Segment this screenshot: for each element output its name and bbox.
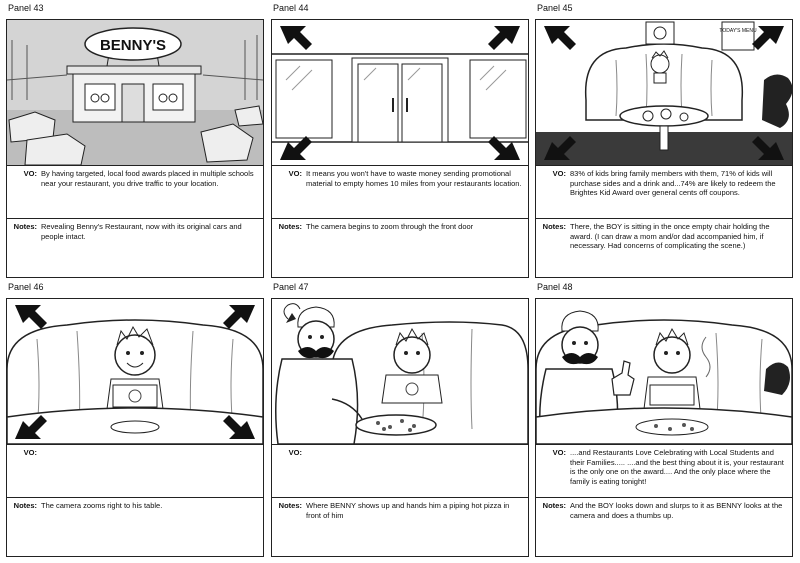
vo-label: VO: bbox=[552, 169, 566, 178]
menu-sign-text: TODAY'S MENU bbox=[719, 28, 757, 34]
front-door-sketch bbox=[272, 20, 528, 165]
vo-label: VO: bbox=[552, 448, 566, 457]
vo-text: By having targeted, local food awards placed in multiple schools near your restaurant, you drive traffic to your location. bbox=[41, 169, 254, 188]
vo-box bbox=[271, 445, 529, 498]
panel-sketch bbox=[271, 298, 529, 445]
notes-text: Revealing Benny's Restaurant, now with its original cars and people intact. bbox=[41, 222, 242, 241]
panel-sketch bbox=[535, 298, 793, 445]
notes-box bbox=[535, 497, 793, 557]
notes-text: And the BOY looks down and slurps to it as BENNY looks at the camera and does a thumbs up. bbox=[570, 501, 783, 520]
panel-title: Panel 44 bbox=[273, 3, 309, 13]
panel-title: Panel 46 bbox=[8, 282, 44, 292]
notes-label: Notes: bbox=[542, 501, 566, 510]
vo-label: VO: bbox=[288, 448, 302, 457]
notes-box bbox=[6, 218, 264, 278]
vo-label: VO: bbox=[288, 169, 302, 178]
panel-title: Panel 48 bbox=[537, 282, 573, 292]
panel-sketch bbox=[271, 19, 529, 166]
vo-box bbox=[271, 166, 529, 219]
notes-label: Notes: bbox=[13, 501, 37, 510]
restaurant-exterior-sketch bbox=[7, 20, 263, 165]
notes-box bbox=[271, 218, 529, 278]
panel-title: Panel 47 bbox=[273, 282, 309, 292]
vo-box bbox=[535, 445, 793, 498]
notes-box bbox=[271, 497, 529, 557]
vo-box bbox=[535, 166, 793, 219]
panel-title: Panel 43 bbox=[8, 3, 44, 13]
vo-text: It means you won't have to waste money sending promotional material to empty homes 10 miles from your restaurants location. bbox=[306, 169, 522, 188]
booth-interior-sketch bbox=[536, 20, 792, 165]
boy-at-table-sketch bbox=[7, 299, 263, 444]
notes-text: There, the BOY is sitting in the once empty chair holding the award. (I can draw a mom and/or dad accompanied him, if necessary. Had concerns of complicating the scene.) bbox=[570, 222, 770, 250]
notes-box bbox=[6, 497, 264, 557]
panel-sketch bbox=[535, 19, 793, 166]
notes-label: Notes: bbox=[542, 222, 566, 231]
sign-text: BENNY'S bbox=[99, 37, 167, 54]
notes-label: Notes: bbox=[13, 222, 37, 231]
notes-text: The camera zooms right to his table. bbox=[41, 501, 163, 510]
vo-label: VO: bbox=[23, 448, 37, 457]
vo-label: VO: bbox=[23, 169, 37, 178]
vo-text: 83% of kids bring family members with them, 71% of kids will purchase sides and a drink and...74% are likely to redeem the Brightes Kid Award over general cents off coupons. bbox=[570, 169, 776, 197]
benny-serving-pizza-sketch bbox=[272, 299, 528, 444]
panel-title: Panel 45 bbox=[537, 3, 573, 13]
panel-sketch bbox=[6, 19, 264, 166]
notes-text: Where BENNY shows up and hands him a piping hot pizza in front of him bbox=[306, 501, 510, 520]
benny-thumbs-up-sketch bbox=[536, 299, 792, 444]
notes-box bbox=[535, 218, 793, 278]
vo-box bbox=[6, 445, 264, 498]
panel-sketch bbox=[6, 298, 264, 445]
vo-box bbox=[6, 166, 264, 219]
notes-text: The camera begins to zoom through the front door bbox=[306, 222, 474, 231]
vo-text: ....and Restaurants Love Celebrating with Local Students and their Families..... ....and the best thing about it is, your restaurant is the only one on the award.... And the only place where the family is eating tonight! bbox=[570, 448, 784, 486]
notes-label: Notes: bbox=[278, 222, 302, 231]
notes-label: Notes: bbox=[278, 501, 302, 510]
